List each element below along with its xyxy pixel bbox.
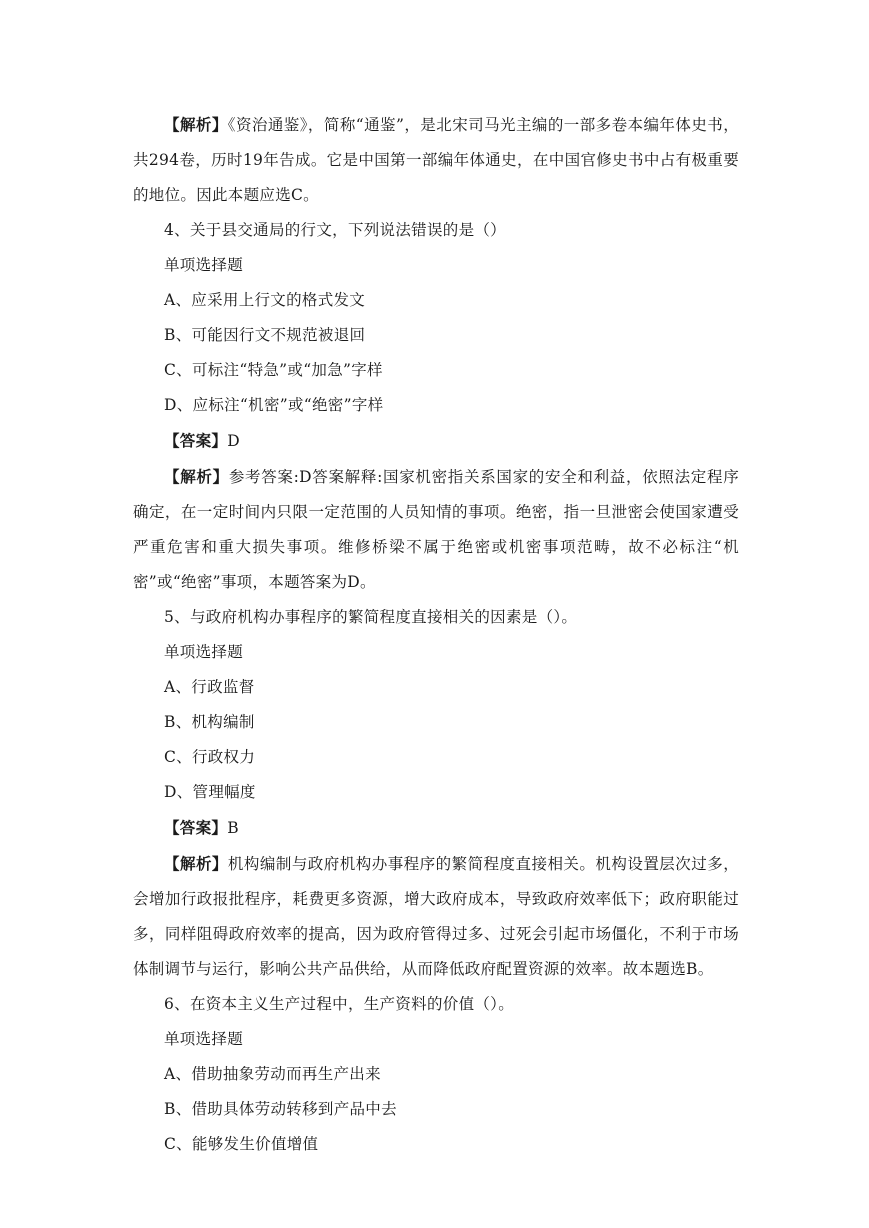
question-type-q5: 单项选择题: [164, 643, 244, 661]
analysis-tag: 【解析】: [164, 854, 228, 873]
option-b-q4: B、可能因行文不规范被退回: [164, 326, 366, 344]
answer-tag: 【答案】: [164, 431, 228, 450]
option-b-q6: B、借助具体劳动转移到产品中去: [164, 1100, 397, 1118]
option-c-q6: C、能够发生价值增值: [164, 1135, 319, 1153]
analysis-paragraph-q3: [133, 107, 739, 213]
analysis-text: 《资治通鉴》，简称“通鉴”，是北宋司马光主编的一部多卷本编年体史书，共294卷，历时19年告成。它是中国第一部编年体通史，在中国官修史书中占有极重要的地位。因此本题应选C。: [133, 116, 739, 204]
question-q4: 4、关于县交通局的行文，下列说法错误的是（）: [164, 221, 506, 239]
option-c-q4: C、可标注“特急”或“加急”字样: [164, 361, 383, 379]
question-type-q6: 单项选择题: [164, 1030, 244, 1048]
question-q6: 6、在资本主义生产过程中，生产资料的价值（）。: [164, 995, 515, 1013]
option-a-q5: A、行政监督: [164, 678, 255, 696]
option-a-q6: A、借助抽象劳动而再生产出来: [164, 1065, 381, 1083]
option-d-q4: D、应标注“机密”或“绝密”字样: [164, 396, 384, 414]
option-a-q4: A、应采用上行文的格式发文: [164, 291, 366, 309]
analysis-tag: 【解析】: [164, 467, 229, 486]
analysis-text: 机构编制与政府机构办事程序的繁简程度直接相关。机构设置层次过多，会增加行政报批程序，耗费更多资源，增大政府成本，导致政府效率低下；政府职能过多，同样阻碍政府效率的提高，因为政府管得过多、过死会引起市场僵化，不利于市场体制调节与运行，影响公共产品供给，从而降低政府配置资源的效率。故本题选B。: [133, 855, 740, 978]
document-content: [133, 107, 739, 1162]
option-b-q5: B、机构编制: [164, 713, 255, 731]
analysis-paragraph-q5: [133, 846, 739, 987]
analysis-tag: 【解析】: [164, 115, 228, 134]
answer-q4: [133, 423, 739, 459]
analysis-paragraph-q4: [133, 459, 739, 600]
answer-value: B: [227, 819, 239, 837]
question-type-q4: 单项选择题: [164, 256, 244, 274]
option-d-q5: D、管理幅度: [164, 783, 256, 801]
answer-q5: [133, 810, 739, 846]
answer-value: D: [227, 432, 240, 450]
question-q5: 5、与政府机构办事程序的繁简程度直接相关的因素是（）。: [164, 608, 578, 626]
analysis-text: 参考答案:D答案解释:国家机密指关系国家的安全和利益，依照法定程序确定，在一定时间内只限一定范围的人员知情的事项。绝密，指一旦泄密会使国家遭受严重危害和重大损失事项。维修桥梁不属于绝密或机密事项范畴，故不必标注“机密”或“绝密”事项，本题答案为D。: [133, 468, 739, 591]
option-c-q5: C、行政权力: [164, 748, 256, 766]
answer-tag: 【答案】: [164, 818, 228, 837]
